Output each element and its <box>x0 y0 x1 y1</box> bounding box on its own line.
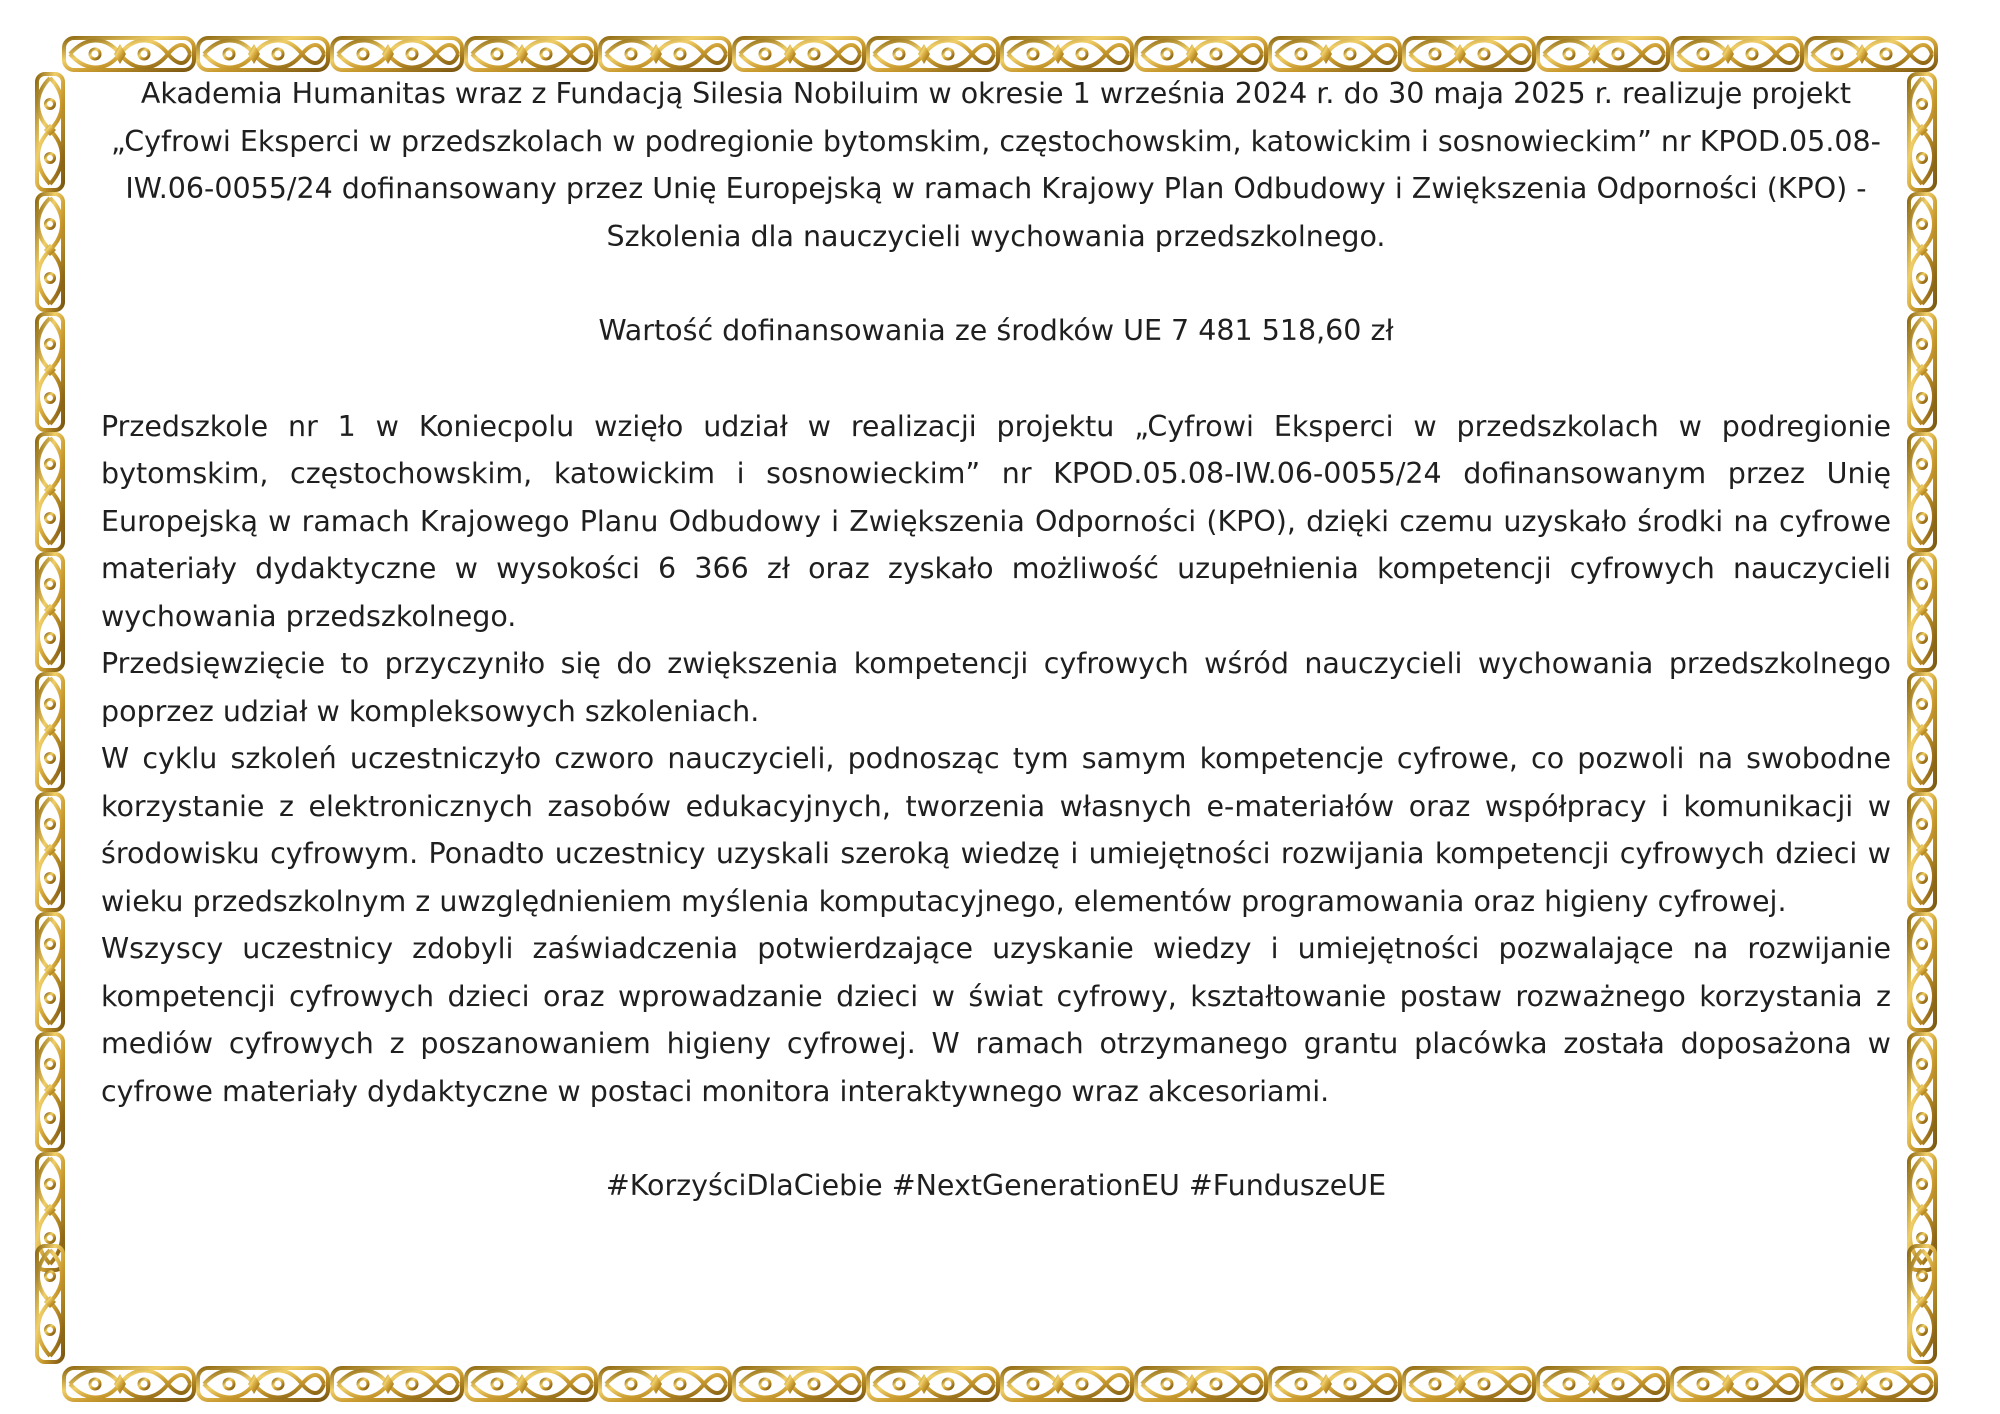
body-paragraph-impact: Przedsięwzięcie to przyczyniło się do zwiększenia kompetencji cyfrowych wśród nauczycieli wychowania przedszkolnego poprzez udział w kompleksowych szkoleniach. <box>101 647 1891 728</box>
body-paragraph-certificates: Wszyscy uczestnicy zdobyli zaświadczenia potwierdzające uzyskanie wiedzy i umiejętności pozwalające na rozwijanie kompetencji cyfrowych dzieci oraz wprowadzanie dzieci w świat cyfrowy, kształtowanie postaw rozważnego korzystania z mediów cyfrowych z poszanowaniem higieny cyfrowej. W ramach otrzymanego grantu placówka została doposażona w cyfrowe materiały dydaktyczne w postaci monitora interaktywnego wraz akcesoriami. <box>101 932 1891 1108</box>
body-paragraph-participation: Przedszkole nr 1 w Koniecpolu wzięło udział w realizacji projektu „Cyfrowi Eksperci w przedszkolach w podregionie bytomskim, częstochowskim, katowickim i sosnowieckim” nr KPOD.05.08-IW.06-0055/24 dofinansowanym przez Unię Europejską w ramach Krajowego Planu Odbudowy i Zwiększenia Odporności (KPO), dzięki czemu uzyskało środki na cyfrowe materiały dydaktyczne w wysokości 6 366 zł oraz zyskało możliwość uzupełnienia kompetencji cyfrowych nauczycieli wychowania przedszkolnego. <box>101 409 1891 633</box>
frame-left-border <box>37 74 63 1362</box>
funding-value: Wartość dofinansowania ze środków UE 7 481 518,60 zł <box>598 314 1394 347</box>
body-text <box>101 403 1891 1116</box>
frame-top-border <box>64 38 1936 70</box>
document-content <box>101 70 1891 1210</box>
frame-bottom-border <box>64 1368 1936 1400</box>
body-paragraph-training: W cyklu szkoleń uczestniczyło czworo nauczycieli, podnosząc tym samym kompetencje cyfrowe, co pozwoli na swobodne korzystanie z elektronicznych zasobów edukacyjnych, tworzenia własnych e-materiałów oraz współpracy i komunikacji w środowisku cyfrowym. Ponadto uczestnicy uzyskali szeroką wiedzę i umiejętności rozwijania kompetencji cyfrowych dzieci w wieku przedszkolnym z uwzględnieniem myślenia komputacyjnego, elementów programowania oraz higieny cyfrowej. <box>101 742 1891 918</box>
frame-right-border <box>1909 74 1935 1362</box>
intro-paragraph: Akademia Humanitas wraz z Fundacją Silesia Nobiluim w okresie 1 września 2024 r. do 30 maja 2025 r. realizuje projekt „Cyfrowi Eksperci w przedszkolach w podregionie bytomskim, częstochowskim, katowickim i sosnowieckim” nr KPOD.05.08-IW.06-0055/24 dofinansowany przez Unię Europejską w ramach Krajowy Plan Odbudowy i Zwiększenia Odporności (KPO) - Szkolenia dla nauczycieli wychowania przedszkolnego. <box>111 77 1881 253</box>
hashtags: #KorzyściDlaCiebie #NextGenerationEU #FunduszeUE <box>605 1169 1387 1202</box>
